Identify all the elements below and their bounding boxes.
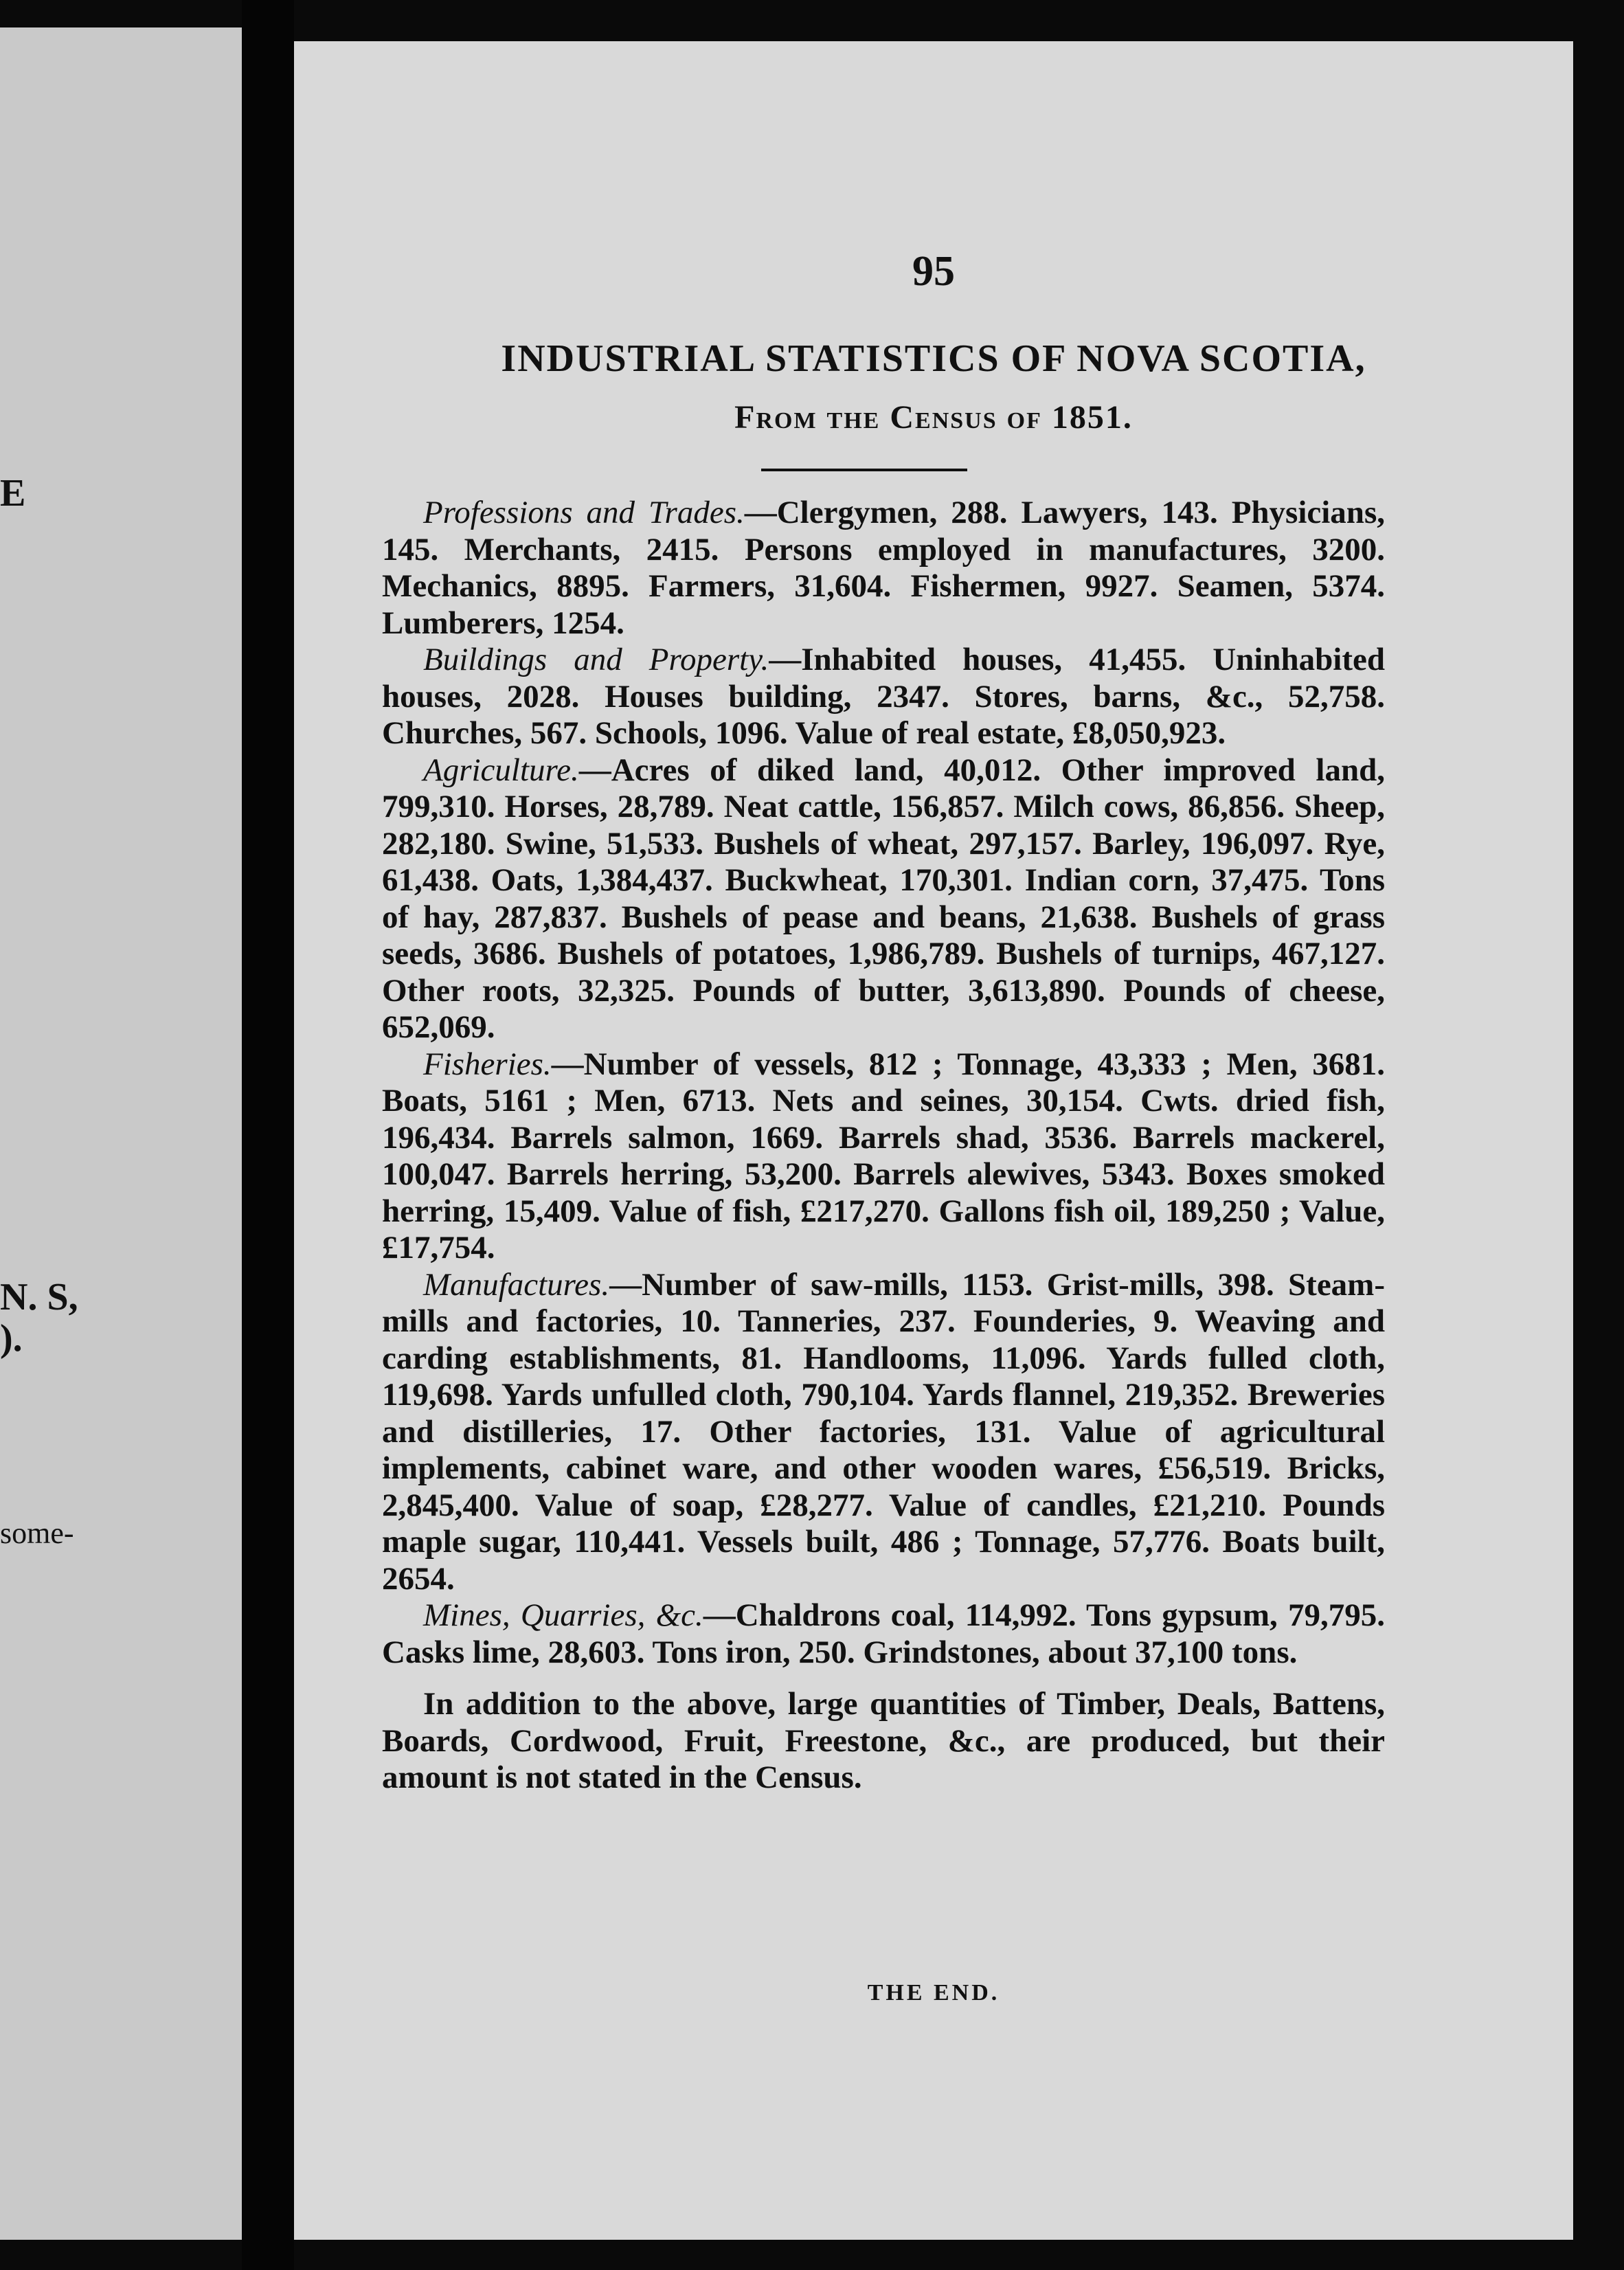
left-page-fragment: some- [0, 1516, 74, 1550]
section-text: —Number of saw-mills, 1153. Grist-mills, 398. Steam-mills and factories, 10. Tanneries, 237. Founderies, 9. Weaving and carding establishments, 81. Handlooms, 11,096. Yards fulled cloth, 119,698. Yards unfulled cloth, 790,104. Yards flannel, 219,352. Breweries and distilleries, 17. Other factories, 131. Value of agricultural implements, cabinet ware, and other wooden wares, £56,519. Bricks, 2,845,400. Value of soap, £28,277. Value of candles, £21,210. Pounds maple sugar, 110,441. Vessels built, 486 ; Tonnage, 57,776. Boats built, 2654. [382, 1266, 1385, 1597]
section-heading: Fisheries. [423, 1046, 552, 1082]
section-heading: Buildings and Property. [423, 642, 769, 677]
section-heading: Professions and Trades. [423, 495, 745, 530]
page-title: INDUSTRIAL STATISTICS OF NOVA SCOTIA, [501, 337, 1366, 380]
left-page-fragment: E [0, 472, 26, 515]
title-divider [761, 469, 967, 471]
section-buildings [382, 642, 1385, 752]
section-fisheries [382, 1046, 1385, 1267]
right-edge-background [1573, 0, 1624, 2270]
book-page [294, 41, 1573, 2240]
the-end: THE END. [867, 1980, 1000, 2005]
section-heading: Manufactures. [423, 1266, 610, 1303]
left-page-fragment: ). [0, 1317, 23, 1360]
statistics-body [382, 495, 1385, 1797]
section-text: —Chaldrons coal, 114,992. Tons gypsum, 79,795. Casks lime, 28,603. Tons iron, 250. Grindstones, about 37,100 tons. [382, 1597, 1385, 1670]
section-text: —Acres of diked land, 40,012. Other improved land, 799,310. Horses, 28,789. Neat cattle, 156,857. Milch cows, 86,856. Sheep, 282,180. Swine, 51,533. Bushels of wheat, 297,157. Barley, 196,097. Rye, 61,438. Oats, 1,384,437. Buckwheat, 170,301. Indian corn, 37,475. Tons of hay, 287,837. Bushels of pease and beans, 21,638. Bushels of grass seeds, 3686. Bushels of potatoes, 1,986,789. Bushels of turnips, 467,127. Other roots, 32,325. Pounds of butter, 3,613,890. Pounds of cheese, 652,069. [382, 752, 1385, 1045]
section-heading: Mines, Quarries, &c. [423, 1597, 703, 1633]
section-manufactures [382, 1267, 1385, 1598]
page-number: 95 [912, 248, 955, 295]
section-text: —Number of vessels, 812 ; Tonnage, 43,333 ; Men, 3681. Boats, 5161 ; Men, 6713. Nets and seines, 30,154. Cwts. dried fish, 196,434. Barrels salmon, 1669. Barrels shad, 3536. Barrels mackerel, 100,047. Barrels herring, 53,200. Barrels alewives, 5343. Boxes smoked herring, 15,409. Value of fish, £217,270. Gallons fish oil, 189,250 ; Value, £17,754. [382, 1046, 1385, 1266]
section-professions [382, 495, 1385, 642]
section-text: —Clergymen, 288. Lawyers, 143. Physicians, 145. Merchants, 2415. Persons employed in manufactures, 3200. Mechanics, 8895. Farmers, 31,604. Fishermen, 9927. Seamen, 5374. Lumberers, 1254. [382, 495, 1385, 641]
section-agriculture [382, 752, 1385, 1046]
page-subtitle: From the Census of 1851. [734, 399, 1133, 436]
book-spine-gutter [242, 0, 294, 2270]
section-mines [382, 1597, 1385, 1671]
closing-paragraph: In addition to the above, large quantities of Timber, Deals, Battens, Boards, Cordwood, Fruit, Freestone, &c., are produced, but their amount is not stated in the Census. [382, 1686, 1385, 1795]
left-page [0, 27, 242, 2240]
section-heading: Agriculture. [423, 752, 579, 788]
left-page-fragment: N. S, [0, 1276, 78, 1318]
section-text: —Inhabited houses, 41,455. Uninhabited houses, 2028. Houses building, 2347. Stores, barns, &c., 52,758. Churches, 567. Schools, 1096. Value of real estate, £8,050,923. [382, 642, 1385, 751]
